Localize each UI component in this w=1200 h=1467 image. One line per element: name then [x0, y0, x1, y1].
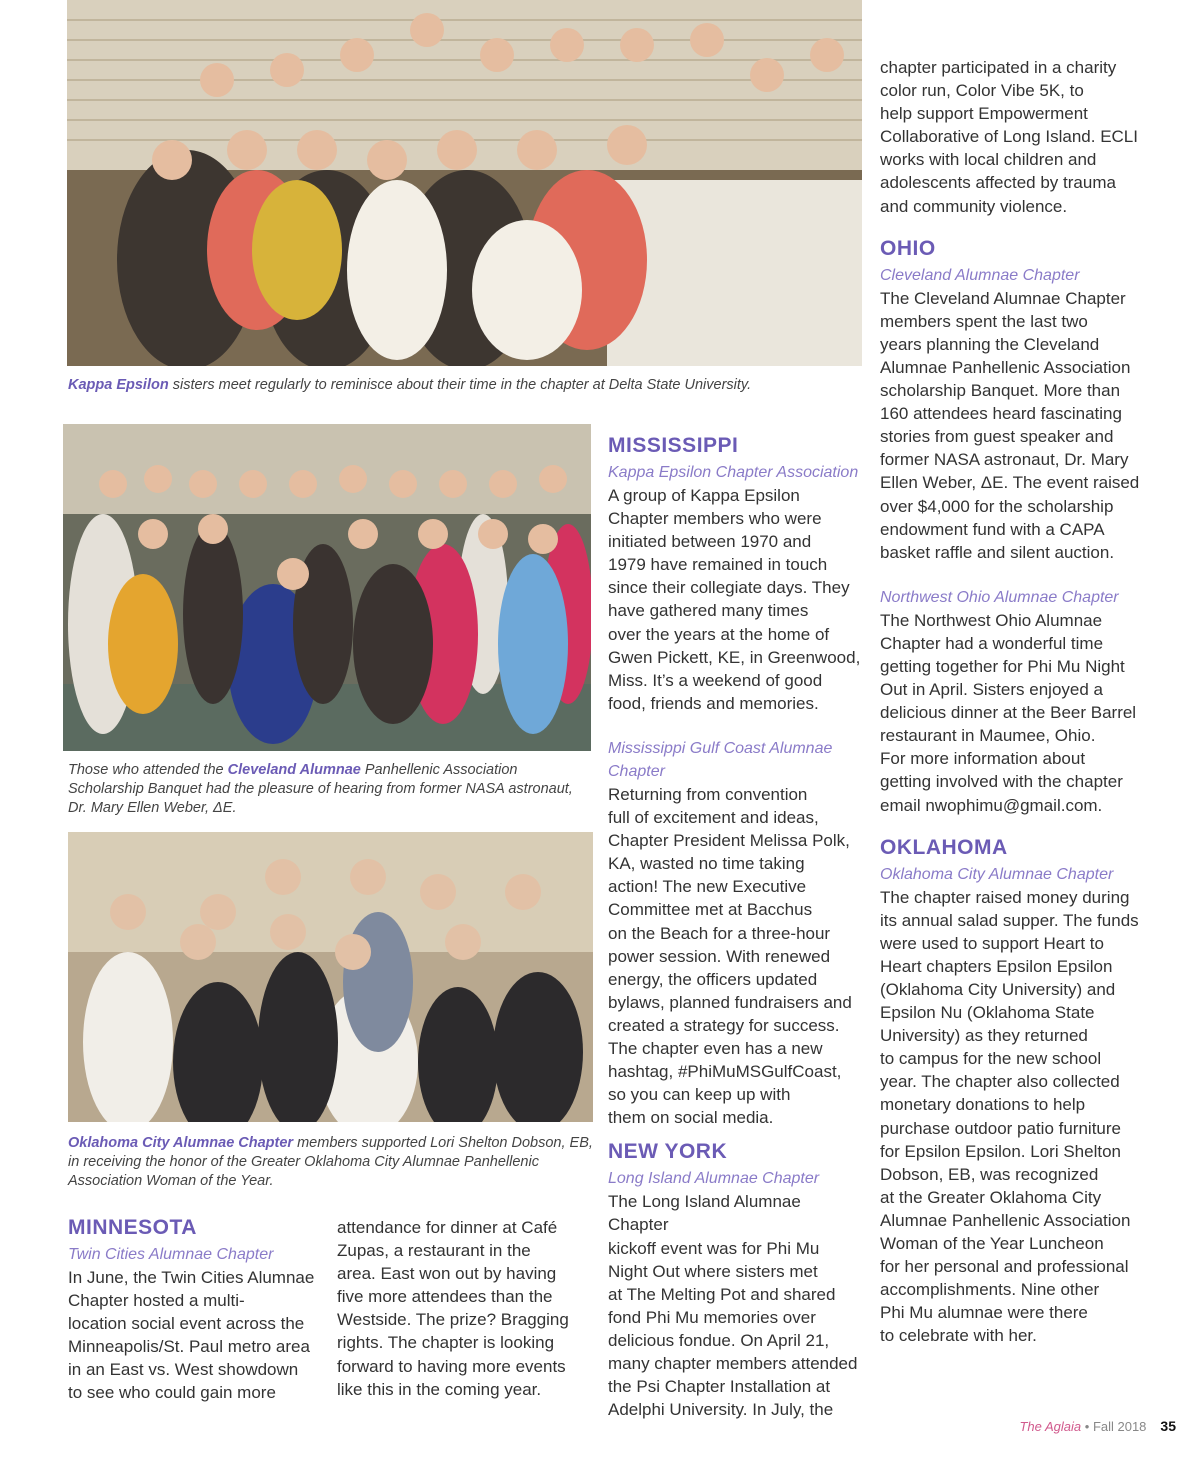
state-heading-new-york: NEW YORK — [608, 1140, 728, 1164]
chapter-heading-cleveland: Cleveland Alumnae Chapter — [880, 266, 1080, 284]
caption-photo-3 — [68, 1134, 603, 1191]
ohio-body-2: The Northwest Ohio Alumnae Chapter had a wonderful time getting together for Phi Mu Night Out in April. Sisters enjoyed a delicious dinner at the Beer Barrel restaurant in Maumee, Ohio. For more information about getting involved with the chapter email nwophimu@gmail.com. — [880, 610, 1137, 815]
group-photo-kappa-epsilon — [67, 0, 862, 366]
caption-1-text: sisters meet regularly to reminisce about their time in the chapter at Delta State University. — [168, 377, 752, 393]
footer-separator: • — [1081, 1419, 1093, 1434]
ohio-body-1: The Cleveland Alumnae Chapter members spent the last two years planning the Cleveland Alumnae Panhellenic Association scholarship Banquet. More than 160 attendees heard fascinating stories from guest speaker and former NASA astronaut, Dr. Mary Ellen Weber, ΔE. The event raised over $4,000 for the scholarship endowment fund with a CAPA basket raffle and silent auction. — [880, 288, 1140, 562]
caption-2-pre: Those who attended the — [68, 762, 228, 778]
newyork-body-continued: chapter participated in a charity color run, Color Vibe 5K, to help support Empowerment Collaborative of Long Island. ECLI works with local children and adolescents affected by trauma and community violence. — [880, 58, 1138, 216]
minnesota-section — [68, 1215, 318, 1405]
oklahoma-body: The chapter raised money during its annual salad supper. The funds were used to support Heart to Heart chapters Epsilon Epsilon (Oklahoma City University) and Epsilon Nu (Oklahoma State University) as they returned to campus for the new school year. The chapter also collected monetary donations to help purchase outdoor patio furniture for Epsilon Epsilon. Lori Shelton Dobson, EB, was recognized at the Greater Oklahoma City Alumnae Panhellenic Association Woman of the Year Luncheon for her personal and professional accomplishments. Nine other Phi Mu alumnae were there to celebrate with her. — [880, 887, 1139, 1346]
page-footer — [1019, 1418, 1176, 1434]
middle-column — [608, 433, 863, 1421]
chapter-heading-kappa-epsilon: Kappa Epsilon Chapter Association — [608, 464, 859, 481]
chapter-heading-oklahoma-city: Oklahoma City Alumnae Chapter — [880, 865, 1114, 883]
minnesota-body-b: attendance for dinner at Café Zupas, a restaurant in the area. East won out by having five more attendees than the Westside. The prize? Bragging rights. The chapter is looking forward to having more events like this in the coming year. — [337, 1218, 569, 1399]
state-heading-ohio: OHIO — [880, 236, 936, 260]
state-heading-mississippi: MISSISSIPPI — [608, 434, 739, 457]
magazine-title: The Aglaia — [1019, 1419, 1082, 1434]
caption-3-bold: Oklahoma City Alumnae Chapter — [68, 1135, 294, 1151]
chapter-heading-northwest-ohio: Northwest Ohio Alumnae Chapter — [880, 588, 1119, 606]
page-number: 35 — [1160, 1418, 1176, 1434]
minnesota-section-continued — [337, 1216, 587, 1401]
caption-photo-1 — [68, 376, 858, 395]
chapter-heading-gulf-coast: Mississippi Gulf Coast Alumnae Chapter — [608, 739, 833, 780]
state-heading-oklahoma: OKLAHOMA — [880, 835, 1008, 859]
mississippi-body-2: Returning from convention full of excitement and ideas, Chapter President Melissa Polk, KA, wasted no time taking action! The new Executive Committee met at Bacchus on the Beach for a three-hour power session. With renewed energy, the officers updated bylaws, planned fundraisers and created a strategy for success. The chapter even has a new hashtag, #PhiMuMSGulfCoast, so you can keep up with them on social media. — [608, 784, 852, 1128]
group-photo-oklahoma-city — [68, 832, 593, 1122]
caption-2-text: Panhellenic Association Scholarship Banquet had the pleasure of hearing from former NASA astronaut, Dr. Mary Ellen Weber, ΔE. — [68, 762, 573, 816]
right-column — [880, 56, 1180, 1348]
newyork-body: The Long Island Alumnae Chapter kickoff event was for Phi Mu Night Out where sisters met at The Melting Pot and shared fond Phi Mu memories over delicious fondue. On April 21, many chapter members attended the Psi Chapter Installation at Adelphi University. In July, the — [608, 1192, 858, 1420]
state-heading-minnesota: MINNESOTA — [68, 1216, 197, 1239]
caption-2-bold: Cleveland Alumnae — [227, 762, 361, 778]
chapter-heading-twin-cities: Twin Cities Alumnae Chapter — [68, 1246, 274, 1263]
mississippi-body-1: A group of Kappa Epsilon Chapter members who were initiated between 1970 and 1979 have remained in touch since their collegiate days. They have gathered many times over the years at the home of Gwen Pickett, KE, in Greenwood, Miss. It’s a weekend of good food, friends and memories. — [608, 486, 861, 713]
chapter-heading-long-island: Long Island Alumnae Chapter — [608, 1170, 820, 1188]
caption-1-bold: Kappa Epsilon — [68, 377, 169, 393]
group-photo-cleveland-banquet — [63, 424, 591, 751]
caption-3-text: members supported Lori Shelton Dobson, EB, in receiving the honor of the Greater Oklahoma City Alumnae Panhellenic Association Woman of the Year. — [68, 1135, 593, 1189]
minnesota-body-a: In June, the Twin Cities Alumnae Chapter hosted a multi- location social event across the Minneapolis/St. Paul metro area in an East vs. West showdown to see who could gain more — [68, 1268, 315, 1403]
caption-photo-2 — [68, 761, 593, 818]
issue-label: Fall 2018 — [1092, 1419, 1147, 1434]
